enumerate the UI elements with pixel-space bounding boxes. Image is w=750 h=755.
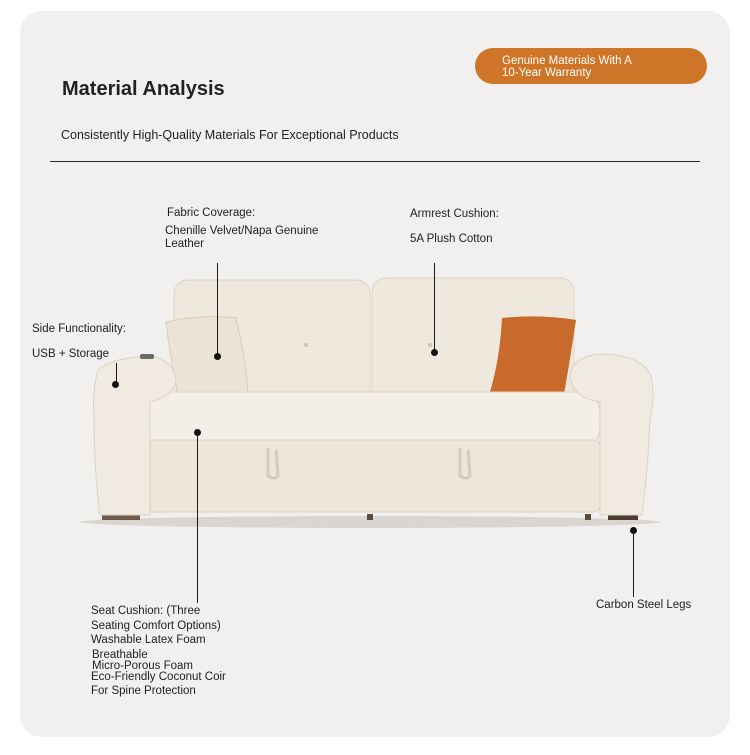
fabric-leader-line <box>217 263 218 355</box>
sofa-base <box>144 440 600 512</box>
side-leader-line <box>116 363 117 383</box>
seat-leader-line <box>197 433 198 603</box>
divider <box>50 161 700 162</box>
fabric-callout <box>167 207 255 220</box>
seat-line-1: Seat Cushion: (Three <box>91 605 201 617</box>
fabric-line-2: Leather <box>165 238 205 250</box>
seat-callout <box>91 604 221 648</box>
fabric-heading: Fabric Coverage: <box>167 207 256 219</box>
seat-line-5: Micro-Porous Foam <box>92 660 193 672</box>
seat-line-4: Breathable <box>92 649 148 661</box>
legs-value: Carbon Steel Legs <box>596 599 692 611</box>
badge-line-1: Genuine Materials With A <box>502 55 632 67</box>
armrest-value: 5A Plush Cotton <box>410 233 493 245</box>
page-subtitle: Consistently High-Quality Materials For Exceptional Products <box>61 128 399 142</box>
armrest-heading: Armrest Cushion: <box>410 208 499 220</box>
legs-leader-line <box>633 531 634 597</box>
usb-port <box>140 354 154 359</box>
side-marker <box>112 381 119 388</box>
sofa-image <box>70 270 670 530</box>
pillow-beige <box>166 317 248 397</box>
armrest-marker <box>431 349 438 356</box>
pillow-orange <box>490 316 576 395</box>
seat-line-2: Seating Comfort Options) <box>91 619 221 632</box>
seat-line-6: Eco-Friendly Coconut Coir <box>91 671 226 683</box>
seat-callout-b <box>92 650 226 697</box>
leg-mid-2 <box>585 514 591 520</box>
side-value: USB + Storage <box>32 348 110 360</box>
fabric-line-1: Chenille Velvet/Napa Genuine <box>165 225 319 237</box>
fabric-marker <box>214 353 221 360</box>
seat-line-7: For Spine Protection <box>91 685 196 697</box>
fabric-value <box>165 225 318 251</box>
warranty-badge <box>475 48 707 84</box>
seat-line-3: Washable Latex Foam <box>91 634 206 646</box>
armrest-leader-line <box>434 263 435 351</box>
leg-mid-1 <box>367 514 373 520</box>
badge-line-2: 10-Year Warranty <box>502 67 592 79</box>
side-heading: Side Functionality: <box>32 323 126 335</box>
page-title: Material Analysis <box>62 78 225 100</box>
